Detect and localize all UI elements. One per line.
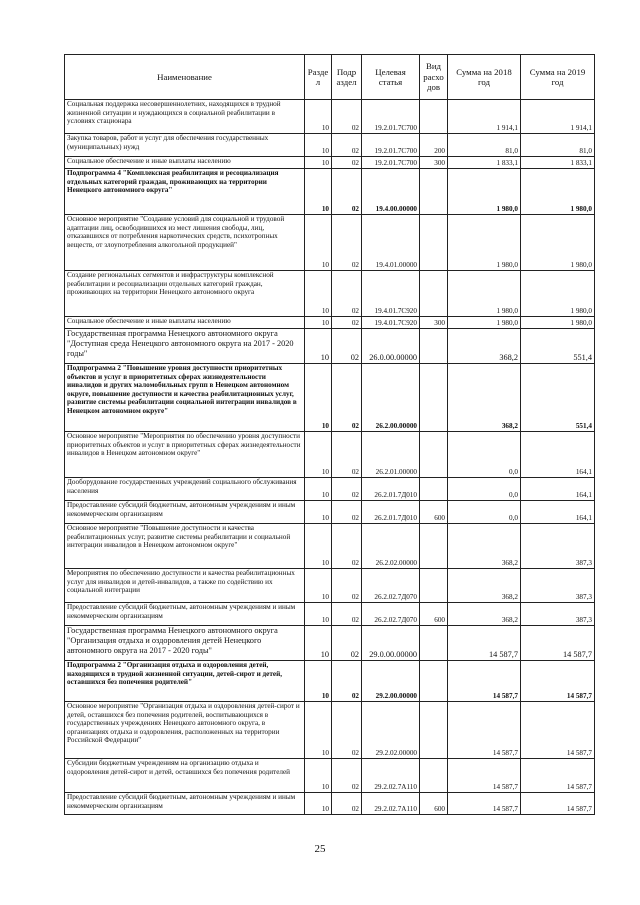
cell-subsection: 02: [332, 100, 362, 134]
table-row: [65, 478, 595, 501]
cell-section: 10: [305, 432, 332, 478]
cell-name: Закупка товаров, работ и услуг для обеспечения государственных (муниципальных) нужд: [65, 134, 305, 157]
table-row: [65, 524, 595, 569]
table-row: [65, 100, 595, 134]
cell-target-article: 19.4.00.00000: [362, 169, 420, 215]
cell-target-article: 29.2.02.00000: [362, 702, 420, 759]
cell-subsection: 02: [332, 478, 362, 501]
cell-sum-2019: 387,3: [521, 603, 595, 626]
cell-sum-2018: 14 587,7: [448, 661, 521, 702]
cell-sum-2019: 551,4: [521, 329, 595, 364]
cell-target-article: 19.2.01.7С700: [362, 157, 420, 169]
cell-section: 10: [305, 661, 332, 702]
cell-sum-2019: 551,4: [521, 364, 595, 432]
cell-sum-2018: 14 587,7: [448, 793, 521, 815]
cell-name: Государственная программа Ненецкого автономного округа "Организация отдыха и оздоровления детей Ненецкого автономного округа на 2017 - 2020 годы": [65, 626, 305, 661]
cell-sum-2018: 1 980,0: [448, 317, 521, 329]
cell-name: Подпрограмма 2 "Организация отдыха и оздоровления детей, находящихся в трудной жизненной ситуации, детей-сирот и детей, оставшихся без попечения родителей": [65, 661, 305, 702]
cell-subsection: 02: [332, 759, 362, 793]
cell-expense-type: [420, 759, 448, 793]
header-subsection: Подр аздел: [332, 55, 362, 100]
cell-subsection: 02: [332, 603, 362, 626]
cell-subsection: 02: [332, 134, 362, 157]
cell-target-article: 29.2.02.7А110: [362, 793, 420, 815]
cell-name: Основное мероприятие "Повышение доступности и качества реабилитационных услуг, развитие системы реабилитации и социальной интеграции инвалидов в Ненецком автономном округе": [65, 524, 305, 569]
cell-section: 10: [305, 569, 332, 603]
cell-target-article: 19.2.01.7С700: [362, 100, 420, 134]
cell-target-article: 26.2.02.7Д070: [362, 569, 420, 603]
cell-expense-type: [420, 702, 448, 759]
header-sum-2018: Сумма на 2018 год: [448, 55, 521, 100]
cell-section: 10: [305, 215, 332, 271]
header-expense-type: Вид расхо дов: [420, 55, 448, 100]
cell-sum-2018: 1 980,0: [448, 169, 521, 215]
cell-target-article: 19.4.01.7С920: [362, 271, 420, 317]
cell-expense-type: 300: [420, 317, 448, 329]
cell-subsection: 02: [332, 501, 362, 524]
cell-subsection: 02: [332, 271, 362, 317]
cell-sum-2019: 14 587,7: [521, 759, 595, 793]
header-target-article: Целевая статья: [362, 55, 420, 100]
table-body: [65, 100, 595, 815]
cell-sum-2019: 1 980,0: [521, 169, 595, 215]
cell-name: Социальное обеспечение и иные выплаты населению: [65, 157, 305, 169]
cell-subsection: 02: [332, 364, 362, 432]
cell-sum-2018: 1 914,1: [448, 100, 521, 134]
cell-expense-type: [420, 524, 448, 569]
table-row: [65, 432, 595, 478]
cell-sum-2019: 1 914,1: [521, 100, 595, 134]
cell-expense-type: [420, 432, 448, 478]
budget-table: [64, 54, 595, 815]
cell-subsection: 02: [332, 793, 362, 815]
cell-name: Основное мероприятие "Создание условий для социальной и трудовой адаптации лиц, освободившихся из мест лишения свободы, лиц, отказавшихся от потребления наркотических средств, психотропных веществ, от злоупотребления алкогольной продукцией": [65, 215, 305, 271]
cell-name: Основное мероприятие "Мероприятия по обеспечению уровня доступности приоритетных объектов и услуг в приоритетных сферах жизнедеятельности инвалидов в Ненецком автономном округе": [65, 432, 305, 478]
cell-target-article: 19.4.01.7С920: [362, 317, 420, 329]
cell-name: Дооборудование государственных учреждений социального обслуживания населения: [65, 478, 305, 501]
cell-sum-2018: 14 587,7: [448, 626, 521, 661]
cell-sum-2018: 368,2: [448, 524, 521, 569]
cell-expense-type: [420, 329, 448, 364]
cell-expense-type: [420, 271, 448, 317]
cell-sum-2018: 0,0: [448, 432, 521, 478]
cell-target-article: 26.2.01.00000: [362, 432, 420, 478]
cell-target-article: 29.2.02.7А110: [362, 759, 420, 793]
cell-expense-type: [420, 215, 448, 271]
cell-target-article: 26.2.01.7Д010: [362, 478, 420, 501]
cell-sum-2018: 368,2: [448, 364, 521, 432]
header-sum-2019: Сумма на 2019 год: [521, 55, 595, 100]
cell-subsection: 02: [332, 569, 362, 603]
cell-subsection: 02: [332, 524, 362, 569]
cell-name: Создание региональных сегментов и инфраструктуры комплексной реабилитации и ресоциализации отдельных категорий граждан, проживающих на территории Ненецкого автономного округа: [65, 271, 305, 317]
cell-target-article: 26.2.02.00000: [362, 524, 420, 569]
cell-sum-2019: 387,3: [521, 524, 595, 569]
cell-section: 10: [305, 317, 332, 329]
header-section: Разде л: [305, 55, 332, 100]
cell-name: Предоставление субсидий бюджетным, автономным учреждениям и иным некоммерческим организациям: [65, 793, 305, 815]
cell-name: Предоставление субсидий бюджетным, автономным учреждениям и иным некоммерческим организациям: [65, 603, 305, 626]
cell-section: 10: [305, 478, 332, 501]
cell-sum-2019: 1 980,0: [521, 317, 595, 329]
cell-target-article: 29.0.00.00000: [362, 626, 420, 661]
cell-sum-2018: 0,0: [448, 478, 521, 501]
table-row: [65, 329, 595, 364]
cell-sum-2019: 1 980,0: [521, 215, 595, 271]
cell-sum-2019: 14 587,7: [521, 702, 595, 759]
cell-sum-2019: 164,1: [521, 478, 595, 501]
cell-expense-type: 600: [420, 501, 448, 524]
cell-name: Мероприятия по обеспечению доступности и качества реабилитационных услуг для инвалидов и детей-инвалидов, а также по содействию их социальной интеграции: [65, 569, 305, 603]
cell-sum-2018: 368,2: [448, 603, 521, 626]
cell-target-article: 26.0.00.00000: [362, 329, 420, 364]
header-name: Наименование: [65, 55, 305, 100]
cell-sum-2018: 368,2: [448, 329, 521, 364]
cell-target-article: 26.2.00.00000: [362, 364, 420, 432]
cell-sum-2018: 14 587,7: [448, 759, 521, 793]
cell-subsection: 02: [332, 157, 362, 169]
cell-section: 10: [305, 364, 332, 432]
cell-subsection: 02: [332, 329, 362, 364]
cell-expense-type: [420, 169, 448, 215]
cell-sum-2019: 1 833,1: [521, 157, 595, 169]
cell-section: 10: [305, 169, 332, 215]
table-row: [65, 364, 595, 432]
cell-sum-2019: 387,3: [521, 569, 595, 603]
cell-sum-2019: 14 587,7: [521, 661, 595, 702]
cell-section: 10: [305, 759, 332, 793]
cell-name: Социальная поддержка несовершеннолетних, находящихся в трудной жизненной ситуации и нуждающихся в социальной реабилитации в условиях стационара: [65, 100, 305, 134]
cell-section: 10: [305, 702, 332, 759]
cell-name: Предоставление субсидий бюджетным, автономным учреждениям и иным некоммерческим организациям: [65, 501, 305, 524]
cell-name: Государственная программа Ненецкого автономного округа "Доступная среда Ненецкого автономного округа на 2017 - 2020 годы": [65, 329, 305, 364]
cell-target-article: 19.4.01.00000: [362, 215, 420, 271]
cell-section: 10: [305, 329, 332, 364]
cell-name: Подпрограмма 2 "Повышение уровня доступности приоритетных объектов и услуг в приоритетных сферах жизнедеятельности инвалидов и других маломобильных групп в Ненецком автономном округе, повышение доступности и качества реабилитационных услуг, развитие системы реабилитации социальной интеграции инвалидов в Ненецком автономном округе": [65, 364, 305, 432]
cell-sum-2019: 164,1: [521, 501, 595, 524]
cell-sum-2018: 1 980,0: [448, 215, 521, 271]
cell-subsection: 02: [332, 626, 362, 661]
table-row: [65, 793, 595, 815]
cell-sum-2019: 14 587,7: [521, 626, 595, 661]
cell-name: Основное мероприятие "Организация отдыха и оздоровления детей-сирот и детей, оставшихся без попечения родителей, воспитывающихся в государственных учреждениях Ненецкого автономного округа, в организациях отдыха и оздоровления, расположенных на территории Российской Федерации": [65, 702, 305, 759]
cell-sum-2018: 14 587,7: [448, 702, 521, 759]
table-row: [65, 169, 595, 215]
cell-name: Социальное обеспечение и иные выплаты населению: [65, 317, 305, 329]
cell-sum-2019: 81,0: [521, 134, 595, 157]
cell-section: 10: [305, 501, 332, 524]
table-row: [65, 271, 595, 317]
table-row: [65, 501, 595, 524]
table-row: [65, 215, 595, 271]
cell-expense-type: 300: [420, 157, 448, 169]
cell-expense-type: 600: [420, 603, 448, 626]
cell-expense-type: [420, 100, 448, 134]
cell-name: Подпрограмма 4 "Комплексная реабилитация и ресоциализация отдельных категорий граждан, проживающих на территории Ненецкого автономного округа": [65, 169, 305, 215]
cell-expense-type: 200: [420, 134, 448, 157]
cell-expense-type: [420, 364, 448, 432]
table-row: [65, 569, 595, 603]
table-row: [65, 702, 595, 759]
table-row: [65, 157, 595, 169]
cell-expense-type: [420, 569, 448, 603]
cell-section: 10: [305, 793, 332, 815]
cell-sum-2018: 368,2: [448, 569, 521, 603]
cell-section: 10: [305, 100, 332, 134]
cell-section: 10: [305, 157, 332, 169]
table-row: [65, 317, 595, 329]
cell-sum-2019: 1 980,0: [521, 271, 595, 317]
cell-subsection: 02: [332, 702, 362, 759]
cell-sum-2018: 81,0: [448, 134, 521, 157]
cell-target-article: 19.2.01.7С700: [362, 134, 420, 157]
cell-name: Субсидии бюджетным учреждениям на организацию отдыха и оздоровления детей-сирот и детей, оставшихся без попечения родителей: [65, 759, 305, 793]
table-row: [65, 134, 595, 157]
table-header-row: [65, 55, 595, 100]
cell-target-article: 26.2.02.7Д070: [362, 603, 420, 626]
cell-section: 10: [305, 271, 332, 317]
cell-subsection: 02: [332, 432, 362, 478]
cell-subsection: 02: [332, 317, 362, 329]
cell-expense-type: [420, 661, 448, 702]
cell-section: 10: [305, 134, 332, 157]
cell-sum-2019: 14 587,7: [521, 793, 595, 815]
cell-sum-2019: 164,1: [521, 432, 595, 478]
table-row: [65, 759, 595, 793]
cell-sum-2018: 1 980,0: [448, 271, 521, 317]
table-row: [65, 626, 595, 661]
cell-section: 10: [305, 524, 332, 569]
cell-target-article: 29.2.00.00000: [362, 661, 420, 702]
table-row: [65, 661, 595, 702]
cell-expense-type: [420, 626, 448, 661]
cell-subsection: 02: [332, 169, 362, 215]
page-number: 25: [314, 843, 326, 855]
cell-subsection: 02: [332, 661, 362, 702]
cell-section: 10: [305, 626, 332, 661]
cell-expense-type: [420, 478, 448, 501]
cell-sum-2018: 0,0: [448, 501, 521, 524]
cell-target-article: 26.2.01.7Д010: [362, 501, 420, 524]
cell-expense-type: 600: [420, 793, 448, 815]
table-row: [65, 603, 595, 626]
cell-sum-2018: 1 833,1: [448, 157, 521, 169]
cell-subsection: 02: [332, 215, 362, 271]
cell-section: 10: [305, 603, 332, 626]
